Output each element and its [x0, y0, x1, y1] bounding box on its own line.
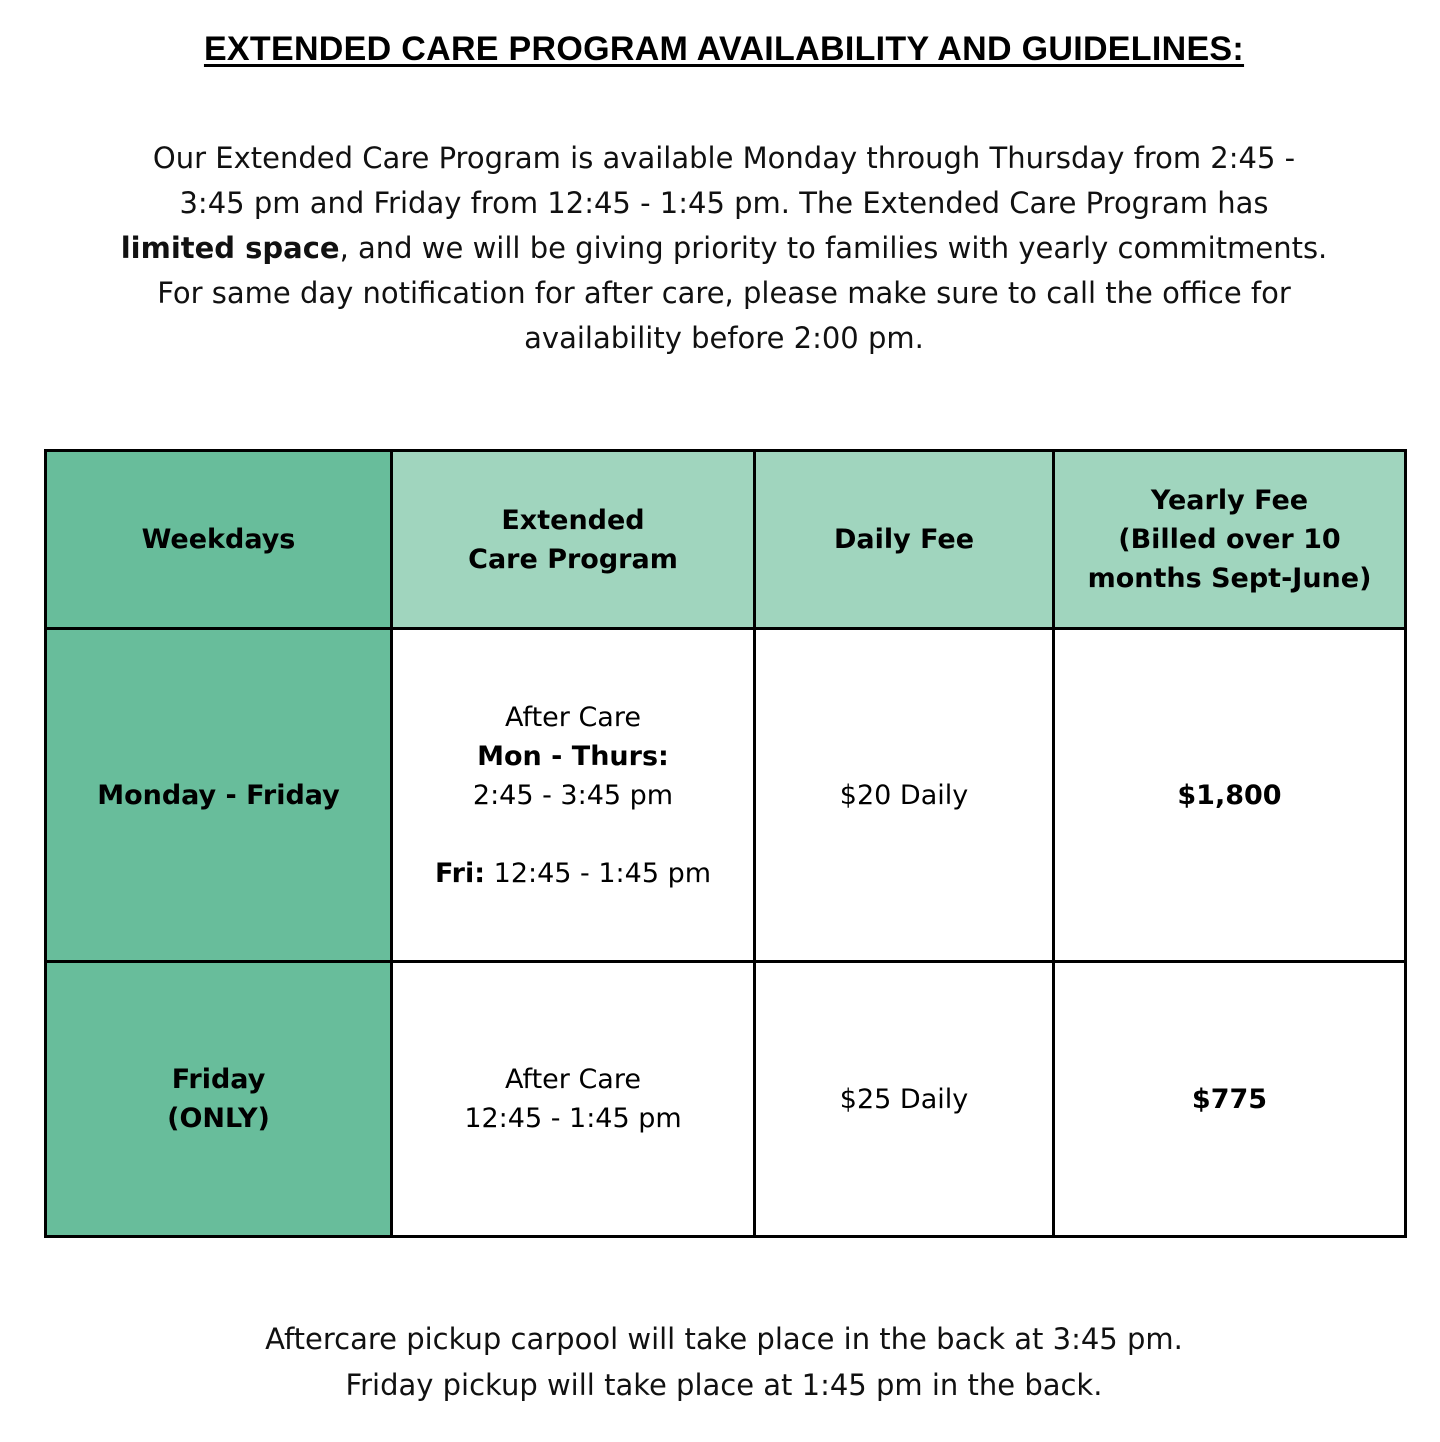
program-time: 12:45 - 1:45 pm	[464, 1103, 682, 1134]
weekday-friday-line2: (ONLY)	[167, 1103, 270, 1134]
program-days-label: Mon - Thurs:	[477, 740, 669, 772]
header-program-line2: Care Program	[468, 543, 678, 575]
program-title: After Care	[505, 701, 641, 733]
footer-line-2: Friday pickup will take place at 1:45 pm in the back.	[345, 1368, 1103, 1402]
intro-text-part2: , and we will be giving priority to families with yearly commitments. For same day notification for after care, please make sure to call the office for availability before 2:00 pm.	[157, 231, 1328, 355]
program-days-time: 2:45 - 3:45 pm	[472, 779, 674, 811]
daily-fee-cell: $20 Daily	[755, 629, 1054, 962]
yearly-fee-cell: $775	[1054, 962, 1406, 1237]
weekday-friday-line1: Friday	[171, 1064, 266, 1095]
footer-notes	[80, 1316, 1368, 1408]
daily-fee-cell: $25 Daily	[755, 962, 1054, 1237]
program-cell-friday-only	[392, 962, 755, 1237]
program-friday-line	[403, 854, 743, 893]
header-yearly-fee	[1054, 451, 1406, 629]
intro-text-bold: limited space	[120, 231, 340, 265]
program-title: After Care	[505, 1064, 641, 1095]
table-row	[46, 629, 1406, 962]
table-row	[46, 962, 1406, 1237]
line-spacer	[403, 815, 743, 854]
weekday-cell-friday-only	[46, 962, 392, 1237]
program-friday-time: 12:45 - 1:45 pm	[485, 857, 712, 889]
header-yearly-line3: months Sept-June)	[1087, 563, 1372, 594]
header-yearly-line1: Yearly Fee	[1150, 485, 1309, 516]
intro-paragraph	[120, 136, 1328, 361]
header-yearly-line2: (Billed over 10	[1118, 524, 1341, 555]
page-title: EXTENDED CARE PROGRAM AVAILABILITY AND GUIDELINES:	[203, 30, 1245, 68]
program-cell-monday-friday	[392, 629, 755, 962]
program-friday-label: Fri:	[434, 857, 486, 889]
intro-text-part1: Our Extended Care Program is available Monday through Thursday from 2:45 - 3:45 pm and Friday from 12:45 - 1:45 pm. The Extended Care Program has	[152, 141, 1296, 220]
weekday-cell-monday-friday: Monday - Friday	[46, 629, 392, 962]
extended-care-table	[44, 449, 1407, 1238]
header-extended-care-program	[392, 451, 755, 629]
table-header-row	[46, 451, 1406, 629]
footer-line-1: Aftercare pickup carpool will take place in the back at 3:45 pm.	[265, 1322, 1183, 1356]
header-daily-fee: Daily Fee	[755, 451, 1054, 629]
header-weekdays: Weekdays	[46, 451, 392, 629]
header-program-line1: Extended	[501, 504, 645, 536]
yearly-fee-cell: $1,800	[1054, 629, 1406, 962]
